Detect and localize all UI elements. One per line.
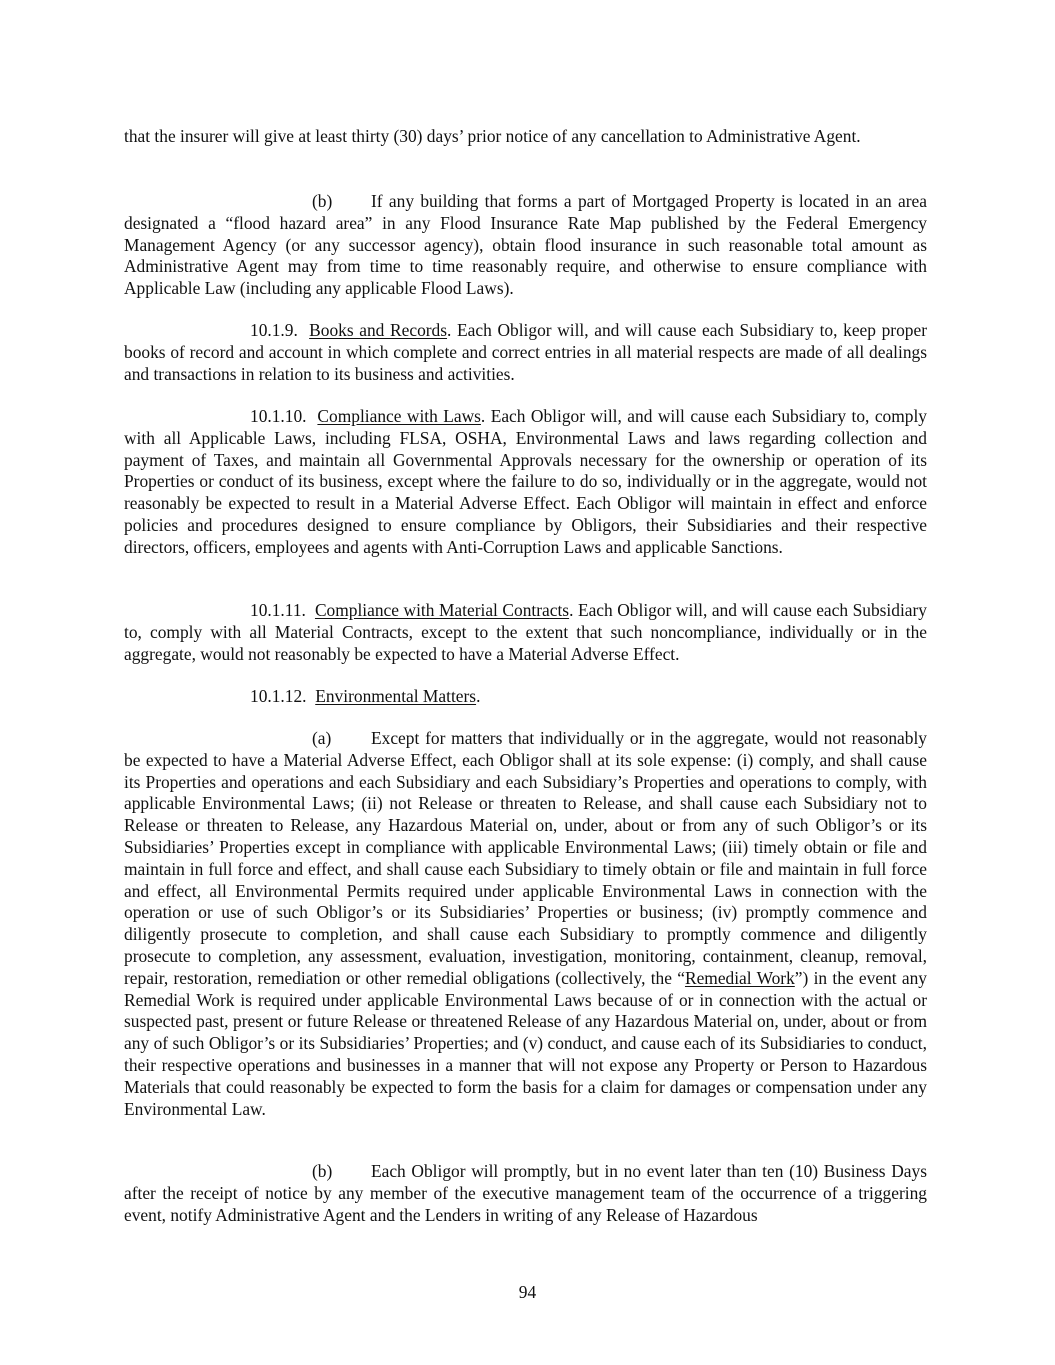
section-number: 10.1.11.: [250, 600, 306, 620]
section-number: 10.1.12.: [250, 686, 307, 706]
section-10-1-12: [124, 686, 927, 708]
paragraph-text-continued: ”) in the event any Remedial Work is required under applicable Environmental Laws because of or in connection with the actual or suspected past, present or future Release or threatened Release of any Hazardous Material on, under, about or from any of such Obligor’s or its Subsidiaries’ Properties; and (v) conduct, and cause each of its Subsidiaries to conduct, their respective operations and businesses in a manner that will not expose any Property or Person to Hazardous Materials that could reasonably be expected to form the basis for a claim for damages or compensation under any Environmental Law.: [124, 967, 927, 1119]
section-heading: Compliance with Laws: [317, 406, 481, 426]
paragraph-environmental-b: [124, 1161, 927, 1226]
section-number: 10.1.9.: [250, 320, 298, 340]
defined-term: Remedial Work: [684, 967, 795, 988]
paragraph-text: Each Obligor will promptly, but in no event later than ten (10) Business Days after the receipt of notice by any member of the executive management team of the occurrence of a triggering event, notify Administrative Agent and the Lenders in writing of any Release of Hazardous: [124, 1161, 927, 1225]
section-heading: Environmental Matters: [315, 686, 477, 706]
page-number: 94: [518, 1282, 537, 1302]
paragraph-environmental-a: [124, 728, 927, 1120]
section-text: . Each Obligor will, and will cause each Subsidiary to, comply with all Material Contracts, except to the extent that such noncompliance, individually or in the aggregate, would not reasonably be expected to have a Material Adverse Effect.: [124, 600, 927, 664]
section-text: . Each Obligor will, and will cause each Subsidiary to, comply with all Applicable Laws, including FLSA, OSHA, Environmental Laws and laws regarding collection and payment of Taxes, and maintain all Governmental Approvals necessary for the ownership or operation of its Properties or conduct of its business, except where the failure to do so, individually or in the aggregate, would not reasonably be expected to result in a Material Adverse Effect. Each Obligor will maintain in effect and enforce policies and procedures designed to ensure compliance by Obligors, their Subsidiaries and their respective directors, officers, employees and agents with Anti-Corruption Laws and applicable Sanctions.: [124, 406, 927, 557]
paragraph-flood-insurance: [124, 191, 927, 300]
section-10-1-9: [124, 320, 927, 385]
section-text: .: [476, 686, 481, 706]
section-number: 10.1.10.: [250, 406, 307, 426]
section-10-1-10: [124, 406, 927, 559]
section-heading: Books and Records: [309, 320, 448, 340]
section-text: . Each Obligor will, and will cause each Subsidiary to, keep proper books of record and account in which complete and correct entries in all material respects are made of all dealings and transactions in relation to its business and activities.: [124, 320, 927, 384]
clause-label: (b): [312, 191, 333, 211]
paragraph-text: Except for matters that individually or in the aggregate, would not reasonably be expected to have a Material Adverse Effect, each Obligor shall at its sole expense: (i) comply, and shall cause its Properties and operations and each Subsidiary and each Subsidiary’s Properties and operations to comply, with applicable Environmental Laws; (ii) not Release or threaten to Release, and shall cause each Subsidiary not to Release or threaten to Release, any Hazardous Material on, under, about or from any of such Obligor’s or its Subsidiaries’ Properties except in compliance with applicable Environmental Laws; (iii) timely obtain or file and maintain in full force and effect, and shall cause each Subsidiary to timely obtain or file and maintain in full force and effect, all Environmental Permits required under applicable Environmental Laws in connection with the operation or use of such Obligor’s or its Subsidiaries’ Properties or business; (iv) promptly commence and diligently prosecute to completion, and shall cause each Subsidiary to promptly commence and diligently prosecute to completion, any assessment, evaluation, investigation, monitoring, containment, cleanup, removal, repair, restoration, remediation or other remedial obligations (collectively, the “: [124, 728, 927, 988]
paragraph-text: that the insurer will give at least thirty (30) days’ prior notice of any cancellation to Administrative Agent.: [124, 126, 861, 146]
clause-label: (b): [312, 1161, 333, 1181]
paragraph-insurer-notice: [124, 126, 927, 148]
section-10-1-11: [124, 600, 927, 665]
clause-label: (a): [312, 728, 332, 748]
section-heading: Compliance with Material Contracts: [314, 600, 570, 620]
paragraph-text: If any building that forms a part of Mortgaged Property is located in an area designated a “flood hazard area” in any Flood Insurance Rate Map published by the Federal Emergency Management Agency (or any successor agency), obtain flood insurance in such reasonable total amount as Administrative Agent may from time to time reasonably require, and otherwise to ensure compliance with Applicable Law (including any applicable Flood Laws).: [124, 191, 927, 299]
